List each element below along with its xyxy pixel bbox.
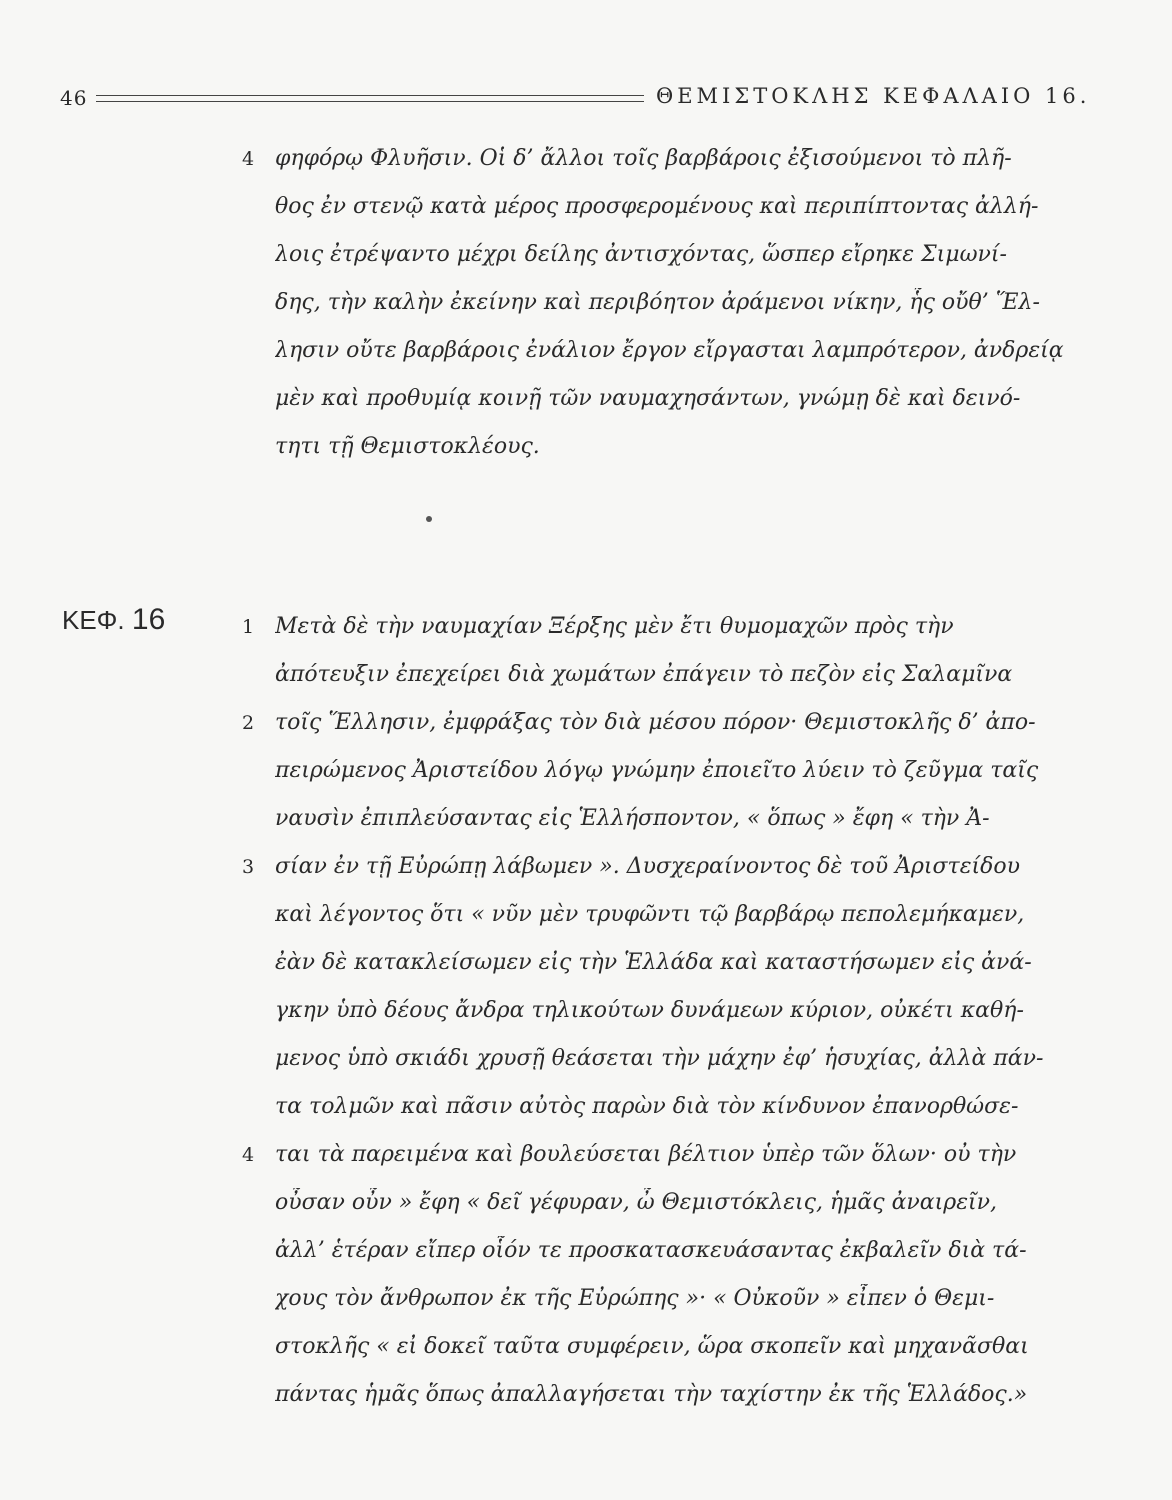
text-line: θος ἐν στενῷ κατὰ μέρος προσφερομένους καὶ περιπίπτοντας ἀλλή- (275, 194, 1039, 219)
chapter-number: 16 (131, 603, 166, 636)
margin-number: 4 (242, 1144, 255, 1166)
chapter-label: ΚΕΦ. (62, 605, 125, 635)
text-line: μενος ὑπὸ σκιάδι χρυσῇ θεάσεται τὴν μάχην ἐφ’ ἡσυχίας, ἀλλὰ πάν- (275, 1046, 1044, 1071)
running-title: ΘΕΜΙΣΤΟΚΛΗΣ ΚΕΦΑΛΑΙΟ 16. (656, 84, 1091, 108)
text-line: οὖσαν οὖν » ἔφη « δεῖ γέφυραν, ὦ Θεμιστόκλεις, ἡμᾶς ἀναιρεῖν, (275, 1190, 998, 1215)
page-number: 46 (60, 86, 88, 110)
header-rule (96, 95, 644, 102)
text-line: τοῖς Ἕλλησιν, ἐμφράξας τὸν διὰ μέσου πόρον· Θεμιστοκλῆς δ’ ἀπο- (275, 710, 1036, 735)
margin-number: 1 (242, 616, 255, 638)
text-line: καὶ λέγοντος ὅτι « νῦν μὲν τρυφῶντι τῷ βαρβάρῳ πεπολεμήκαμεν, (275, 902, 1025, 927)
text-line: ἐὰν δὲ κατακλείσωμεν εἰς τὴν Ἑλλάδα καὶ καταστήσωμεν εἰς ἀνά- (275, 950, 1032, 975)
chapter-heading (62, 600, 165, 640)
text-line: ἀλλ’ ἑτέραν εἴπερ οἷόν τε προσκατασκευάσαντας ἐκβαλεῖν διὰ τά- (275, 1238, 1027, 1263)
text-line: ται τὰ παρειμένα καὶ βουλεύσεται βέλτιον ὑπὲρ τῶν ὅλων· οὐ τὴν (275, 1142, 1017, 1167)
text-line: ἀπότευξιν ἐπεχείρει διὰ χωμάτων ἐπάγειν τὸ πεζὸν εἰς Σαλαμῖνα (275, 662, 1013, 687)
text-line: δης, τὴν καλὴν ἐκείνην καὶ περιβόητον ἀράμενοι νίκην, ἧς οὔθ’ Ἕλ- (275, 290, 1040, 315)
text-line: στοκλῆς « εἰ δοκεῖ ταῦτα συμφέρειν, ὥρα σκοπεῖν καὶ μηχανᾶσθαι (275, 1334, 1029, 1359)
text-line: λησιν οὔτε βαρβάροις ἐνάλιον ἔργον εἴργασται λαμπρότερον, ἀνδρείᾳ (275, 338, 1064, 363)
page-header (60, 86, 1090, 116)
ink-mark (426, 516, 432, 522)
text-line: γκην ὑπὸ δέους ἄνδρα τηλικούτων δυνάμεων κύριον, οὐκέτι καθή- (275, 998, 1024, 1023)
text-line: μὲν καὶ προθυμίᾳ κοινῇ τῶν ναυμαχησάντων, γνώμῃ δὲ καὶ δεινό- (275, 386, 1021, 411)
margin-number: 3 (242, 856, 255, 878)
text-line: πειρώμενος Ἀριστείδου λόγῳ γνώμην ἐποιεῖτο λύειν τὸ ζεῦγμα ταῖς (275, 758, 1039, 783)
text-line: ναυσὶν ἐπιπλεύσαντας εἰς Ἑλλήσποντον, « ὅπως » ἔφη « τὴν Ἀ- (275, 806, 990, 831)
text-line: λοις ἐτρέψαντο μέχρι δείλης ἀντισχόντας, ὥσπερ εἴρηκε Σιμωνί- (275, 242, 1007, 267)
text-line: τα τολμῶν καὶ πᾶσιν αὐτὸς παρὼν διὰ τὸν κίνδυνον ἐπανορθώσε- (275, 1094, 1019, 1119)
margin-number: 4 (242, 148, 255, 170)
text-line: σίαν ἐν τῇ Εὐρώπῃ λάβωμεν ». Δυσχεραίνοντος δὲ τοῦ Ἀριστείδου (275, 854, 1021, 879)
text-line: τητι τῇ Θεμιστοκλέους. (275, 434, 540, 459)
text-line: Μετὰ δὲ τὴν ναυμαχίαν Ξέρξης μὲν ἔτι θυμομαχῶν πρὸς τὴν (275, 614, 954, 639)
text-line: φηφόρῳ Φλυῆσιν. Οἱ δ’ ἄλλοι τοῖς βαρβάροις ἐξισούμενοι τὸ πλῆ- (275, 146, 1012, 171)
margin-number: 2 (242, 712, 255, 734)
text-line: χους τὸν ἄνθρωπον ἐκ τῆς Εὐρώπης »· « Οὐκοῦν » εἶπεν ὁ Θεμι- (275, 1286, 995, 1311)
text-line: πάντας ἡμᾶς ὅπως ἀπαλλαγήσεται τὴν ταχίστην ἐκ τῆς Ἑλλάδος.» (275, 1382, 1028, 1407)
